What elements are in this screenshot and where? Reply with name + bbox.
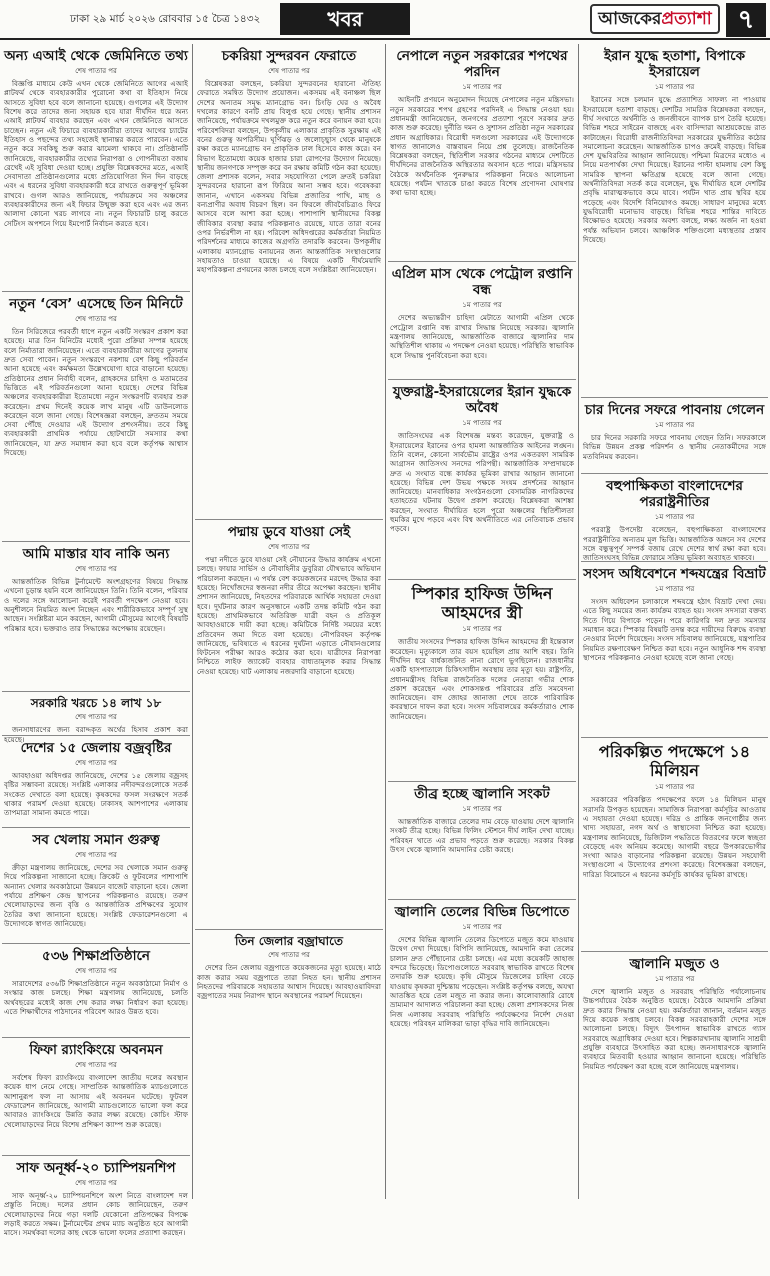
article[interactable] <box>388 782 576 900</box>
article[interactable] <box>2 44 190 292</box>
article-headline[interactable]: চকরিয়া সুন্দরবন ফেরাতে <box>221 48 357 64</box>
continuation-note: শেষ পাতার পর <box>75 67 117 76</box>
article-body <box>390 95 574 197</box>
article-headline[interactable]: জ্বালানি মজুত ও <box>629 956 720 972</box>
article[interactable] <box>195 520 383 930</box>
article-paragraph: সর্বশেষ ফিফা র‍্যাংকিংয়ে বাংলাদেশ জাতীয় দলের অবস্থান কয়েক ধাপ নেমে গেছে। সাম্প্রতিক আন্তর্জাতিক ম্যাচগুলোতে আশানুরূপ ফল না আসায় এই অবনমন ঘটেছে। ফুটবল ফেডারেশন জানিয়েছে, আগামী ম্যাচগুলোতে ভালো ফল করে আবারও র‍্যাংকিংয়ে উন্নতি করার লক্ষ্য রয়েছে। কোচিং স্টাফ খেলোয়াড়দের নিয়ে বিশেষ প্রশিক্ষণ ক্যাম্প শুরু করেছে। <box>4 1073 188 1129</box>
continuation-note: ১ম পাতার পর <box>654 783 695 792</box>
article-paragraph: আন্তর্জাতিক বাজারে তেলের দাম বেড়ে যাওয়ায় দেশে জ্বালানি সংকট তীব্র হচ্ছে। বিভিন্ন ফিলিং স্টেশনে দীর্ঘ লাইন দেখা যাচ্ছে। পরিবহন খাতে এর প্রভাব পড়তে শুরু করেছে। সরকার বিকল্প উৎস থেকে জ্বালানি আমদানির চেষ্টা করছে। <box>390 817 574 855</box>
column-divider <box>385 44 386 1199</box>
article-body <box>4 327 188 457</box>
article-headline[interactable]: আমি মাস্তার যাব নাকি অন্য <box>22 546 170 562</box>
article-paragraph: দেশের বিভিন্ন জ্বালানি তেলের ডিপোতে মজুত কমে যাওয়ায় উদ্বেগ দেখা দিয়েছে। বিপিসি জানিয়েছে, আমদানি করা তেলের চালান দ্রুত পৌঁছানোর চেষ্টা চলছে। এর মধ্যে কয়েকটি জাহাজ বন্দরে ভিড়েছে। ডিপোগুলোতে সরবরাহ স্বাভাবিক রাখতে বিশেষ তদারকি শুরু হয়েছে। কৃষি মৌসুমে ডিজেলের চাহিদা বেড়ে যাওয়ায় কৃষকরা দুশ্চিন্তায় পড়েছেন। সংশ্লিষ্ট কর্তৃপক্ষ বলছে, অযথা আতঙ্কিত হয়ে তেল মজুত না করার জন্য। কালোবাজারি রোধে ভ্রাম্যমাণ আদালত পরিচালনা করা হচ্ছে। জেলা প্রশাসকদের নিজ নিজ এলাকায় সরবরাহ পরিস্থিতি পর্যবেক্ষণের নির্দেশ দেওয়া হয়েছে। পরিবহন মালিকরা ভাড়া বৃদ্ধির দাবি জানিয়েছেন। <box>390 935 574 1028</box>
article[interactable] <box>2 1038 190 1156</box>
article-body <box>583 795 766 879</box>
article-body <box>583 95 766 244</box>
article[interactable] <box>2 944 190 1038</box>
article-body <box>4 771 188 817</box>
article-headline[interactable]: স্পিকার হাফিজ উদ্দিন আহমদের স্ত্রী <box>411 584 553 623</box>
article[interactable] <box>388 580 576 782</box>
article-body <box>583 987 766 1071</box>
article-headline[interactable]: এপ্রিল মাস থেকে পেট্রোল রপ্তানি বন্ধ <box>391 266 573 299</box>
article-body <box>4 79 188 228</box>
article[interactable] <box>2 692 190 744</box>
article[interactable] <box>388 44 576 262</box>
continuation-note: ১ম পাতার পর <box>462 805 502 814</box>
continuation-note: ১ম পাতার পর <box>462 625 502 634</box>
continuation-note: শেষ পাতার পর <box>268 543 310 552</box>
article-headline[interactable]: নেপালে নতুন সরকারের শপথের পরদিন <box>396 48 568 81</box>
article-paragraph: বিশ্লেষকরা বলছেন, চকরিয়া সুন্দরবনের হারানো ঐতিহ্য ফেরাতে সমন্বিত উদ্যোগ প্রয়োজন। একসময় এই বনাঞ্চল ছিল দেশের অন্যতম সমৃদ্ধ ম্যানগ্রোভ বন। চিংড়ি ঘের ও অবৈধ দখলের কারণে বনটি প্রায় বিলুপ্ত হয়ে গেছে। স্থানীয় প্রশাসন জানিয়েছে, পর্যায়ক্রমে দখলমুক্ত করে নতুন করে বনায়ন করা হবে। পরিবেশবিদরা বলছেন, উপকূলীয় এলাকার প্রাকৃতিক সুরক্ষায় এই বনের গুরুত্ব অপরিসীম। ঘূর্ণিঝড় ও জলোচ্ছ্বাস থেকে মানুষকে রক্ষা করতে ম্যানগ্রোভ বন প্রাকৃতিক ঢাল হিসেবে কাজ করে। বন বিভাগ ইতোমধ্যে কয়েক হাজার চারা রোপণের উদ্যোগ নিয়েছে। স্থানীয় জনগণকে সম্পৃক্ত করে বন রক্ষায় কমিটি গঠন করা হয়েছে। জেলা প্রশাসক বলেন, সবার সহযোগিতা পেলে দ্রুতই চকরিয়া সুন্দরবনের হারানো রূপ ফিরিয়ে আনা সম্ভব হবে। গবেষকরা জানান, এখানে একসময় বিভিন্ন প্রজাতির পাখি, মাছ ও বন্যপ্রাণীর অবাধ বিচরণ ছিল। বন ফিরলে জীববৈচিত্র্যও ফিরে আসবে বলে আশা করা হচ্ছে। পাশাপাশি স্থানীয়দের বিকল্প জীবিকার ব্যবস্থা করার পরিকল্পনাও রয়েছে, যাতে তারা বনের ওপর নির্ভরশীল না হয়। পরিবেশ অধিদপ্তরের কর্মকর্তারা নিয়মিত পরিদর্শনের মাধ্যমে কাজের অগ্রগতি তদারকি করবেন। উপকূলীয় এলাকায় ম্যানগ্রোভ বনায়নের জন্য আন্তর্জাতিক সংস্থাগুলোর সহায়তাও চাওয়া হয়েছে। এ বিষয়ে একটি দীর্ঘমেয়াদি মহাপরিকল্পনা প্রণয়নের কাজ চলছে বলে সংশ্লিষ্টরা জানিয়েছেন। <box>197 79 381 275</box>
article-headline[interactable]: দেশের ১৫ জেলায় বজ্রবৃষ্টির <box>20 740 172 756</box>
article-paragraph: ইরানের সঙ্গে চলমান যুদ্ধে প্রত্যাশিত সাফল্য না পাওয়ায় ইসরায়েলে হতাশা বাড়ছে। দেশটির সামরিক বিশ্লেষকরা বলছেন, দীর্ঘ সংঘাতে অর্থনীতি ও জনজীবনে ব্যাপক চাপ তৈরি হয়েছে। বিভিন্ন শহরে সাইরেন বাজছে এবং বাসিন্দারা আশ্রয়কেন্দ্রে রাত কাটাচ্ছেন। বিরোধী রাজনীতিবিদরা সরকারের যুদ্ধনীতির কঠোর সমালোচনা করেছেন। আন্তর্জাতিক চাপও ক্রমেই বাড়ছে। বিভিন্ন দেশ যুদ্ধবিরতির আহ্বান জানিয়েছে। পশ্চিমা মিত্রদের মধ্যেও এ নিয়ে মতপার্থক্য দেখা দিয়েছে। ইরানের পাল্টা হামলায় বেশ কিছু সামরিক স্থাপনা ক্ষতিগ্রস্ত হয়েছে বলে জানা গেছে। অর্থনীতিবিদরা সতর্ক করে বলেছেন, যুদ্ধ দীর্ঘায়িত হলে দেশটির প্রবৃদ্ধি মারাত্মকভাবে কমে যাবে। পর্যটন খাত প্রায় স্থবির হয়ে পড়েছে এবং বিদেশি বিনিয়োগও কমছে। সাধারণ মানুষের মধ্যে যুদ্ধবিরোধী মনোভাব বাড়ছে। বিভিন্ন শহরে শান্তির দাবিতে বিক্ষোভও হয়েছে। সরকার অবশ্য বলছে, লক্ষ্য অর্জন না হওয়া পর্যন্ত অভিযান চলবে। আঞ্চলিক শক্তিগুলো মধ্যস্থতার প্রস্তাব দিয়েছে। <box>583 95 766 244</box>
article-paragraph: তিন সিরিজেরে পরবর্তী ধাপে নতুন একটি সংস্করণ প্রকাশ করা হয়েছে। মাত্র তিন মিনিটের মধ্যেই পুরো প্রক্রিয়া সম্পন্ন হয়েছে বলে নির্মাতারা জানিয়েছেন। এতে ব্যবহারকারীরা আগের তুলনায় দ্রুত সেবা পাবেন। নতুন সংস্করণে নকশায় বেশ কিছু পরিবর্তন আনা হয়েছে এবং কর্মক্ষমতা উল্লেখযোগ্য হারে বাড়ানো হয়েছে। প্রতিষ্ঠানের প্রধান নির্বাহী বলেন, গ্রাহকদের চাহিদা ও মতামতের ভিত্তিতে এই পরিবর্তনগুলো আনা হয়েছে। দেশের বিভিন্ন অঞ্চলের ব্যবহারকারীরা ইতোমধ্যে নতুন সংস্করণটি ব্যবহার শুরু করেছেন। প্রথম দিনেই কয়েক লাখ মানুষ এটি ডাউনলোড করেছেন বলে জানা গেছে। বিশেষজ্ঞরা বলছেন, দ্রুততম সময়ে সেবা পৌঁছে দেওয়ার এই উদ্যোগ প্রশংসনীয়। তবে কিছু ব্যবহারকারী প্রাথমিক পর্যায়ে ছোটখাটো সমস্যার কথা জানিয়েছেন, যা দ্রুত সমাধান করা হবে বলে কর্তৃপক্ষ আশ্বাস দিয়েছে। <box>4 327 188 458</box>
article-paragraph: সারাদেশের ৫৩৬টি শিক্ষাপ্রতিষ্ঠানে নতুন অবকাঠামো নির্মাণ ও সংস্কার কাজ চলছে। শিক্ষা মন্ত্রণালয় জানিয়েছে, চলতি অর্থবছরের মধ্যেই কাজ শেষ করার লক্ষ্য নির্ধারণ করা হয়েছে। এতে শিক্ষার্থীদের পাঠদানের পরিবেশ আরও উন্নত হবে। <box>4 979 188 1017</box>
article[interactable] <box>581 952 768 1192</box>
article[interactable] <box>2 292 190 542</box>
article[interactable] <box>2 1156 190 1276</box>
continuation-note: ১ম পাতার পর <box>462 83 502 92</box>
article-paragraph: জাতিসংঘের এক বিশেষজ্ঞ মন্তব্য করেছেন, যুক্তরাষ্ট্র ও ইসরায়েলের ইরানের ওপর হামলা আন্তর্জাতিক আইনের লঙ্ঘন। তিনি বলেন, কোনো সার্বভৌম রাষ্ট্রের ওপর একতরফা সামরিক আগ্রাসন জাতিসংঘ সনদের পরিপন্থী। আন্তর্জাতিক সম্প্রদায়কে দ্রুত এ সংঘাত বন্ধে কার্যকর ভূমিকা রাখার আহ্বান জানানো হয়েছে। বিভিন্ন দেশ উভয় পক্ষকে সংযম প্রদর্শনের আহ্বান জানিয়েছে। মানবাধিকার সংগঠনগুলো বেসামরিক নাগরিকদের হতাহতের ঘটনায় উদ্বেগ প্রকাশ করেছে। বিশ্লেষকরা আশঙ্কা করছেন, সংঘাত দীর্ঘায়িত হলে পুরো অঞ্চলের স্থিতিশীলতা হুমকির মুখে পড়বে এবং বিশ্ব অর্থনীতিতে এর নেতিবাচক প্রভাব পড়বে। <box>390 431 574 534</box>
article-paragraph: আবহাওয়া অধিদপ্তর জানিয়েছে, দেশের ১৫ জেলায় বজ্রসহ বৃষ্টির সম্ভাবনা রয়েছে। সংশ্লিষ্ট এলাকার নদীবন্দরগুলোকে সতর্ক সংকেত দেখাতে বলা হয়েছে। কৃষকদের ফসল সংরক্ষণে সতর্ক থাকার পরামর্শ দেওয়া হয়েছে। ঢাকাসহ আশপাশের এলাকায় তাপমাত্রা সামান্য কমতে পারে। <box>4 771 188 818</box>
article-body <box>583 597 766 662</box>
newspaper-logo[interactable] <box>590 4 720 34</box>
continuation-note: ১ম পাতার পর <box>654 585 695 594</box>
article-paragraph: চার দিনের সরকারি সফরে পাবনায় গেছেন তিনি। সফরকালে বিভিন্ন উন্নয়ন প্রকল্প পরিদর্শন ও স্থানীয় নেতাকর্মীদের সঙ্গে মতবিনিময় করবেন। <box>583 433 766 461</box>
article-headline[interactable]: চার দিনের সফরে পাবনায় গেলেন <box>584 402 765 418</box>
section-title: খবর <box>280 3 410 35</box>
article-body <box>390 935 574 1028</box>
column-divider <box>192 44 193 1199</box>
article-paragraph: পররাষ্ট্র উপদেষ্টা বলেছেন, বহুপাক্ষিকতা বাংলাদেশের পররাষ্ট্রনীতির অন্যতম মূল ভিত্তি। আন্তর্জাতিক অঙ্গনে সব দেশের সঙ্গে বন্ধুত্বপূর্ণ সম্পর্ক বজায় রেখে দেশের স্বার্থ রক্ষা করা হবে। জাতিসংঘসহ বিভিন্ন ফোরামে সক্রিয় ভূমিকা অব্যাহত থাকবে। <box>583 525 766 563</box>
column-divider <box>578 44 579 1199</box>
continuation-note: ১ম পাতার পর <box>654 421 695 430</box>
article[interactable] <box>581 44 768 398</box>
article[interactable] <box>581 474 768 562</box>
article-headline[interactable]: সাফ অনূর্ধ্ব-২০ চ্যাম্পিয়নশিপ <box>16 1160 176 1176</box>
article-headline[interactable]: সরকারি খরচে ১৪ লাখ ১৮ <box>30 696 162 710</box>
article-headline[interactable]: জ্বালানি তেলের বিভিন্ন ডিপোতে <box>394 904 570 920</box>
article-paragraph: দেশের তিন জেলায় বজ্রপাতে কয়েকজনের মৃত্যু হয়েছে। মাঠে কাজ করার সময় বজ্রপাতে তারা নিহত হন। স্থানীয় প্রশাসন নিহতদের পরিবারকে সহায়তার আশ্বাস দিয়েছে। আবহাওয়াবিদরা বজ্রপাতের সময় নিরাপদ স্থানে অবস্থানের পরামর্শ দিয়েছেন। <box>197 963 381 1001</box>
article-headline[interactable]: তীব্র হচ্ছে জ্বালানি সংকট <box>414 786 550 802</box>
article-body <box>4 979 188 1016</box>
article-body <box>4 1191 188 1237</box>
article[interactable] <box>388 900 576 1168</box>
continuation-note: শেষ পাতার পর <box>75 315 117 324</box>
article-headline[interactable]: ৫৩৬ শিক্ষাপ্রতিষ্ঠানে <box>42 948 150 964</box>
column-4 <box>581 44 768 1199</box>
article[interactable] <box>2 736 190 828</box>
masthead-date: ঢাকা ২৯ মার্চ ২০২৬ রোববার ১৫ চৈত্র ১৪৩২ <box>70 13 261 25</box>
continuation-note: শেষ পাতার পর <box>75 565 117 574</box>
masthead <box>0 0 770 40</box>
article-body <box>390 637 574 721</box>
article-body <box>197 79 381 274</box>
article-body <box>197 555 381 676</box>
article-headline[interactable]: বহুপাক্ষিকতা বাংলাদেশের পররাষ্ট্রনীতির <box>606 478 743 511</box>
continuation-note: শেষ পাতার পর <box>268 951 310 960</box>
continuation-note: শেষ পাতার পর <box>75 713 117 722</box>
article-paragraph: সাফ অনূর্ধ্ব-২০ চ্যাম্পিয়নশিপে অংশ নিতে বাংলাদেশ দল প্রস্তুতি নিচ্ছে। দলের প্রধান কোচ জানিয়েছেন, তরুণ খেলোয়াড়দের নিয়ে গড়া দলটি যেকোনো প্রতিপক্ষের বিপক্ষে লড়াই করতে সক্ষম। টুর্নামেন্টের প্রথম ম্যাচ অনুষ্ঠিত হবে আগামী মাসে। সমর্থকরা দলের কাছ থেকে ভালো ফলের প্রত্যাশা করছেন। <box>4 1191 188 1238</box>
article-headline[interactable]: সব খেলায় সমান গুরুত্ব <box>32 832 160 848</box>
article-paragraph: বিজ্ঞপ্তি মাধ্যমে কেউ এখন থেকে জেমিনিতে আগের এআই প্লাটফর্ম থেকে ব্যবহারকারীর পুরোনো কথা বা ইতিহাস নিয়ে আসতে সুবিধা হবে বলে জানানো হয়েছে। গুগলের এই উদ্যোগ বিশেষ করে তাদের জন্য সহায়ক হবে যারা দীর্ঘদিন ধরে অন্য এআই প্লাটফর্ম ব্যবহার করছেন এবং এখন জেমিনিতে আসতে চাচ্ছেন। নতুন এই ফিচারে ব্যবহারকারীরা তাদের আগের চ্যাটের ইতিহাস ও পছন্দের তথ্য সহজেই স্থানান্তর করতে পারবেন। এতে নতুন করে সবকিছু শুরু করার ঝামেলা থাকবে না। প্রতিষ্ঠানটি জানিয়েছে, ব্যবহারকারীর তথ্যের নিরাপত্তা ও গোপনীয়তা বজায় রেখেই এই সুবিধা দেওয়া হচ্ছে। প্রযুক্তি বিশ্লেষকদের মতে, এআই সেবাদাতা প্রতিষ্ঠানগুলোর মধ্যে প্রতিযোগিতা দিন দিন বাড়ছে এবং এ ধরনের সুবিধা ব্যবহারকারী ধরে রাখতে গুরুত্বপূর্ণ ভূমিকা রাখবে। গুগল আরও জানিয়েছে, পর্যায়ক্রমে সব অঞ্চলের ব্যবহারকারীদের জন্য এই ফিচার উন্মুক্ত করা হবে এবং এর জন্য আলাদা কোনো খরচ লাগবে না। নতুন ফিচারটি চালু করতে সেটিংস অপশনে গিয়ে ইমপোর্ট নির্বাচন করতে হবে। <box>4 79 188 228</box>
article-headline[interactable]: ফিফা র‍্যাংকিংয়ে অবনমন <box>29 1042 163 1058</box>
continuation-note: ১ম পাতার পর <box>462 301 502 310</box>
continuation-note: ১ম পাতার পর <box>654 83 695 92</box>
article[interactable] <box>195 930 383 1040</box>
article-body <box>390 431 574 533</box>
article-body <box>4 863 188 928</box>
continuation-note: শেষ পাতার পর <box>75 1179 117 1188</box>
article-headline[interactable]: ইরান যুদ্ধে হতাশা, বিপাকে ইসরায়েল <box>603 48 746 81</box>
page-number: ৭ <box>726 3 766 37</box>
logo-main-text: আজকের <box>598 9 662 29</box>
continuation-note: শেষ পাতার পর <box>75 967 117 976</box>
article-body <box>390 817 574 854</box>
continuation-note: শেষ পাতার পর <box>75 1061 117 1070</box>
article-paragraph: সরকারের পরিকল্পিত পদক্ষেপের ফলে ১৪ মিলিয়ন মানুষ সরাসরি উপকৃত হয়েছেন। সামাজিক নিরাপত্তা কর্মসূচির আওতায় এ সহায়তা দেওয়া হয়েছে। দরিদ্র ও প্রান্তিক জনগোষ্ঠীর জন্য খাদ্য সহায়তা, নগদ অর্থ ও স্বাস্থ্যসেবা নিশ্চিত করা হয়েছে। মন্ত্রণালয় জানিয়েছে, ডিজিটাল পদ্ধতিতে বিতরণের ফলে স্বচ্ছতা বেড়েছে এবং অনিয়ম কমেছে। আগামী বছরে উপকারভোগীর সংখ্যা আরও বাড়ানোর পরিকল্পনা রয়েছে। উন্নয়ন সহযোগী সংস্থাগুলো এ উদ্যোগের প্রশংসা করেছে। বিশেষজ্ঞরা বলছেন, দারিদ্র্য বিমোচনে এ ধরনের কর্মসূচি কার্যকর ভূমিকা রাখছে। <box>583 795 766 879</box>
article-paragraph: জনসাধারণের জন্য বরাদ্দকৃত অর্থের হিসাব প্রকাশ করা হয়েছে। <box>4 725 188 744</box>
article[interactable] <box>581 398 768 474</box>
article-body <box>583 525 766 562</box>
article[interactable] <box>388 380 576 580</box>
column-3 <box>388 44 576 1199</box>
continuation-note: শেষ পাতার পর <box>75 851 117 860</box>
article-paragraph: পদ্মা নদীতে ডুবে যাওয়া সেই নৌযানের উদ্ধার কার্যক্রম এখনো চলছে। ফায়ার সার্ভিস ও নৌবাহিনীর ডুবুরিরা যৌথভাবে অভিযান পরিচালনা করছেন। এ পর্যন্ত বেশ কয়েকজনের মরদেহ উদ্ধার করা হয়েছে। নিখোঁজদের স্বজনরা নদীর তীরে অপেক্ষা করছেন। স্থানীয় প্রশাসন জানিয়েছে, নিহতদের পরিবারকে আর্থিক সহায়তা দেওয়া হবে। দুর্ঘটনার কারণ অনুসন্ধানে একটি তদন্ত কমিটি গঠন করা হয়েছে। প্রাথমিকভাবে অতিরিক্ত যাত্রী বহন ও প্রতিকূল আবহাওয়াকে দায়ী করা হচ্ছে। কমিটিকে নির্দিষ্ট সময়ের মধ্যে প্রতিবেদন জমা দিতে বলা হয়েছে। নৌপরিবহন কর্তৃপক্ষ জানিয়েছে, ভবিষ্যতে এ ধরনের দুর্ঘটনা এড়াতে নৌযানগুলোর ফিটনেস পরীক্ষা আরও কঠোর করা হবে। যাত্রীদের নিরাপত্তা নিশ্চিতে লাইফ জ্যাকেট ব্যবহার বাধ্যতামূলক করার সিদ্ধান্ত নেওয়া হয়েছে। ঘাট এলাকায় নজরদারি বাড়ানো হয়েছে। <box>197 555 381 676</box>
article-paragraph: আইনটি প্রণয়নে অনুমোদন দিয়েছে নেপালের নতুন মন্ত্রিসভা। নতুন সরকারের শপথ গ্রহণের পরদিনই এ সিদ্ধান্ত নেওয়া হয়। প্রধানমন্ত্রী জানিয়েছেন, জনগণের প্রত্যাশা পূরণে সরকার দ্রুত কাজ শুরু করেছে। দুর্নীতি দমন ও সুশাসন প্রতিষ্ঠা নতুন সরকারের প্রধান অগ্রাধিকার। বিরোধী দলগুলো সরকারের এই উদ্যোগকে স্বাগত জানালেও বাস্তবায়ন নিয়ে প্রশ্ন তুলেছে। রাজনৈতিক বিশ্লেষকরা বলছেন, স্থিতিশীল সরকার গঠনের মাধ্যমে দেশটিতে দীর্ঘদিনের রাজনৈতিক অস্থিরতার অবসান হতে পারে। মন্ত্রিসভার বৈঠকে অর্থনৈতিক পুনরুদ্ধার পরিকল্পনা নিয়েও আলোচনা হয়েছে। পর্যটন খাতকে চাঙা করতে বিশেষ প্রণোদনা ঘোষণার কথা ভাবা হচ্ছে। <box>390 95 574 198</box>
article-headline[interactable]: নতুন ‘বেস’ এসেছে তিন মিনিটে <box>9 296 183 312</box>
continuation-note: শেষ পাতার পর <box>75 759 117 768</box>
article-body <box>583 433 766 461</box>
article-headline[interactable]: তিন জেলার বজ্রাঘাতে <box>235 934 343 948</box>
article-paragraph: জাতীয় সংসদের স্পিকার হাফিজ উদ্দিন আহমদের স্ত্রী ইন্তেকাল করেছেন। মৃত্যুকালে তার বয়স হয়েছিল প্রায় আশি বছর। তিনি দীর্ঘদিন ধরে বার্ধক্যজনিত নানা রোগে ভুগছিলেন। রাজধানীর একটি হাসপাতালে চিকিৎসাধীন অবস্থায় তার মৃত্যু হয়। রাষ্ট্রপতি, প্রধানমন্ত্রীসহ বিভিন্ন রাজনৈতিক দলের নেতারা গভীর শোক প্রকাশ করেছেন এবং শোকসন্তপ্ত পরিবারের প্রতি সমবেদনা জানিয়েছেন। বাদ জোহর জানাজা শেষে তাকে পারিবারিক কবরস্থানে দাফন করা হবে। সংসদ সচিবালয়ের কর্মকর্তারাও শোক জানিয়েছেন। <box>390 637 574 721</box>
article-paragraph: আন্তর্জাতিক বিভিন্ন টুর্নামেন্টে অংশগ্রহণের বিষয়ে সিদ্ধান্ত এখনো চূড়ান্ত হয়নি বলে জানিয়েছেন তিনি। তিনি বলেন, পরিবার ও দলের সঙ্গে আলোচনা করেই পরবর্তী পদক্ষেপ নেওয়া হবে। অনুশীলনে নিয়মিত অংশ নিচ্ছেন এবং শারীরিকভাবে সম্পূর্ণ সুস্থ আছেন। সংশ্লিষ্টরা মনে করছেন, আগামী মৌসুমের আগেই বিষয়টি পরিষ্কার হবে। ভক্তরাও তার সিদ্ধান্তের অপেক্ষায় রয়েছেন। <box>4 577 188 633</box>
article-body <box>4 1073 188 1129</box>
article-headline[interactable]: সংসদ অধিবেশনে শব্দযন্ত্রের বিভ্রাট <box>583 566 766 582</box>
article[interactable] <box>2 542 190 692</box>
article[interactable] <box>195 44 383 520</box>
column-2 <box>195 44 383 1199</box>
continuation-note: ১ম পাতার পর <box>654 513 695 522</box>
article-paragraph: সংসদ অধিবেশন চলাকালে শব্দযন্ত্রে হঠাৎ বিভ্রাট দেখা দেয়। এতে কিছু সময়ের জন্য কার্যক্রম ব্যাহত হয়। সংসদ সদস্যরা বক্তব্য দিতে গিয়ে বিপাকে পড়েন। পরে কারিগরি দল দ্রুত সমস্যার সমাধান করে। স্পিকার বিষয়টি তদন্ত করে দায়ীদের বিরুদ্ধে ব্যবস্থা নেওয়ার নির্দেশ দিয়েছেন। সংসদ সচিবালয় জানিয়েছে, যন্ত্রপাতির নিয়মিত রক্ষণাবেক্ষণ নিশ্চিত করা হবে। নতুন আধুনিক শব্দ ব্যবস্থা স্থাপনের পরিকল্পনাও নেওয়া হয়েছে বলে জানা গেছে। <box>583 597 766 662</box>
article[interactable] <box>388 262 576 380</box>
article[interactable] <box>581 562 768 738</box>
article-paragraph: ক্রীড়া মন্ত্রণালয় জানিয়েছে, দেশের সব খেলাকে সমান গুরুত্ব দিয়ে পরিকল্পনা সাজানো হচ্ছে। ক্রিকেট ও ফুটবলের পাশাপাশি অন্যান্য খেলার অবকাঠামো উন্নয়নে বাজেট বাড়ানো হবে। জেলা পর্যায়ে প্রশিক্ষণ কেন্দ্র স্থাপনের পরিকল্পনাও রয়েছে। তরুণ খেলোয়াড়দের জন্য বৃত্তি ও আন্তর্জাতিক প্রশিক্ষণের সুযোগ তৈরির কথা জানানো হয়েছে। সংশ্লিষ্ট ফেডারেশনগুলো এ উদ্যোগকে স্বাগত জানিয়েছে। <box>4 863 188 928</box>
article-paragraph: দেশে জ্বালানি মজুত ও সরবরাহ পরিস্থিতি পর্যালোচনায় উচ্চপর্যায়ের বৈঠক অনুষ্ঠিত হয়েছে। বৈঠকে আমদানি প্রক্রিয়া দ্রুত করার সিদ্ধান্ত নেওয়া হয়। কর্মকর্তারা জানান, বর্তমান মজুত দিয়ে কয়েক সপ্তাহ চলবে। বিকল্প সরবরাহকারী দেশের সঙ্গে আলোচনা চলছে। বিদ্যুৎ উৎপাদন স্বাভাবিক রাখতে গ্যাস সরবরাহে অগ্রাধিকার দেওয়া হবে। শিল্পকারখানায় জ্বালানি সাশ্রয়ী প্রযুক্তি ব্যবহারে উৎসাহিত করা হচ্ছে। জনসাধারণকে জ্বালানি ব্যবহারে মিতব্যয়ী হওয়ার আহ্বান জানানো হয়েছে। পরিস্থিতি নিয়মিত পর্যবেক্ষণ করা হচ্ছে বলে জানিয়েছে মন্ত্রণালয়। <box>583 987 766 1071</box>
article-headline[interactable]: অন্য এআই থেকে জেমিনিতে তথ্য <box>4 48 188 64</box>
article-paragraph: দেশের অভ্যন্তরীণ চাহিদা মেটাতে আগামী এপ্রিল থেকে পেট্রোল রপ্তানি বন্ধ রাখার সিদ্ধান্ত নিয়েছে সরকার। জ্বালানি মন্ত্রণালয় জানিয়েছে, আন্তর্জাতিক বাজারে জ্বালানির দাম অস্থিতিশীল থাকায় এ পদক্ষেপ নেওয়া হয়েছে। পরিস্থিতি স্বাভাবিক হলে সিদ্ধান্ত পুনর্বিবেচনা করা হবে। <box>390 313 574 360</box>
continuation-note: ১ম পাতার পর <box>654 975 695 984</box>
continuation-note: ১ম পাতার পর <box>462 923 502 932</box>
article[interactable] <box>581 738 768 952</box>
article-headline[interactable]: পরিকল্পিত পদক্ষেপে ১৪ মিলিয়ন <box>598 742 751 781</box>
column-1 <box>2 44 190 1238</box>
article[interactable] <box>2 828 190 944</box>
article-body <box>390 313 574 359</box>
article-headline[interactable]: পদ্মায় ডুবে যাওয়া সেই <box>227 524 351 540</box>
continuation-note: শেষ পাতার পর <box>268 67 310 76</box>
article-body <box>197 963 381 1000</box>
continuation-note: ১ম পাতার পর <box>462 419 502 428</box>
logo-accent-text: প্রত্যাশা <box>661 9 712 29</box>
article-headline[interactable]: যুক্তরাষ্ট্র-ইসরায়েলের ইরান যুদ্ধকে অবৈধ <box>392 384 572 417</box>
article-body <box>4 577 188 633</box>
